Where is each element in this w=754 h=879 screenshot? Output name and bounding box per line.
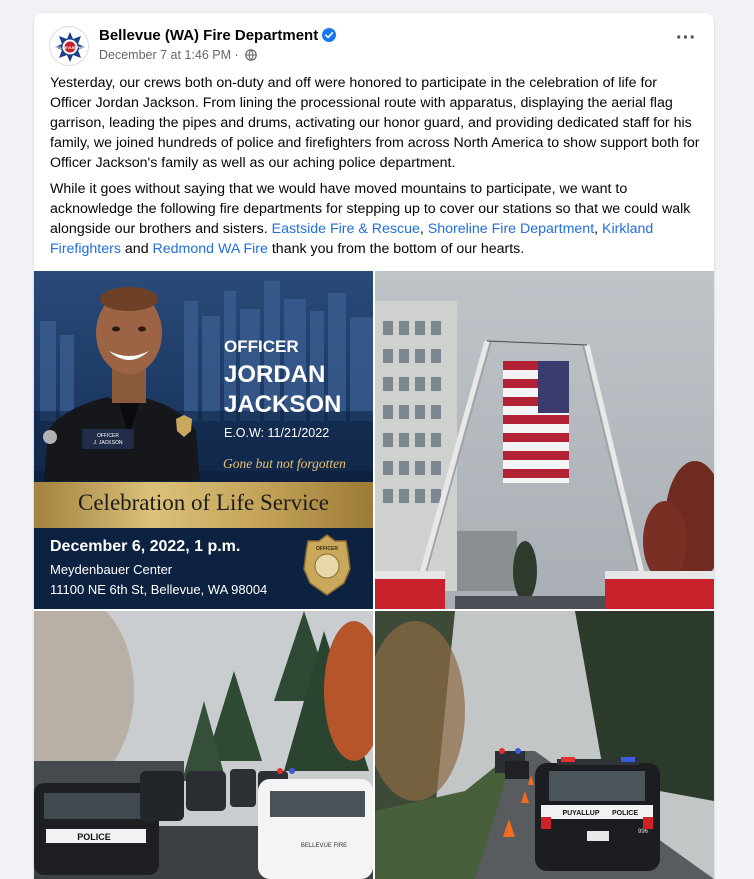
service-venue: Meydenbauer Center: [50, 562, 173, 577]
link-shoreline-fire[interactable]: Shoreline Fire Department: [427, 221, 595, 237]
link-redmond-fire[interactable]: Redmond WA Fire: [152, 241, 268, 257]
service-date-time: December 6, 2022, 1 p.m.: [50, 538, 241, 555]
link-eastside-fire[interactable]: Eastside Fire & Rescue: [271, 221, 420, 237]
photo-memorial-graphic[interactable]: [34, 271, 373, 609]
post-card: [34, 13, 714, 879]
officer-first-name: JORDAN: [224, 361, 326, 388]
post-paragraph-2: [50, 179, 700, 259]
bellevue-fire-car-label: BELLEVUE FIRE: [300, 843, 348, 849]
post-timestamp[interactable]: December 7 at 1:46 PM: [99, 48, 232, 62]
road-procession-illustration: [375, 611, 714, 879]
officer-name: [224, 360, 341, 420]
post-paragraph-1: Yesterday, our crews both on-duty and off were honored to participate in the celebration of life for Officer Jordan Jackson. From lining the processional route with apparatus, displaying the aerial flag garrison, leading the pipes and drums, activating our honor guard, and providing dedicated staff for his family, we joined hundreds of police and firefighters from across North America to show support both for Officer Jackson's family as well as our aching police department.: [50, 75, 700, 171]
meta-separator: ·: [231, 48, 243, 62]
badge-seal-text: OFFICER: [316, 546, 338, 552]
page-name-link[interactable]: Bellevue (WA) Fire Department: [99, 27, 319, 44]
paragraph-2-start: While it goes without saying that we would have moved mountains to participate, we want to acknowledge the following fire departments for stepping up to cover our stations so that we could walk alongside our brothers and sisters.: [50, 181, 691, 237]
link-separator-2: ,: [594, 221, 599, 237]
unit-number: 996: [637, 829, 649, 835]
flag-garrison-illustration: [375, 271, 714, 609]
verified-badge-icon: [322, 28, 336, 42]
more-options-icon[interactable]: ···: [676, 27, 696, 49]
link-kirkland-firefighters[interactable]: Kirkland Firefighters: [50, 221, 654, 257]
photo-grid: [34, 271, 714, 879]
service-address: 11100 NE 6th St, Bellevue, WA 98004: [50, 582, 268, 597]
avatar-label: BELLEVUE FIRE: [54, 45, 86, 50]
name-tag-line-2: J. JACKSON: [93, 440, 123, 446]
car-puyallup-label: PUYALLUP: [562, 810, 600, 817]
photo-flag-garrison[interactable]: [375, 271, 714, 609]
celebration-title: Celebration of Life Service: [78, 490, 329, 515]
post-header: [34, 13, 714, 69]
end-of-watch-date: E.O.W: 11/21/2022: [224, 426, 330, 440]
photo-police-procession[interactable]: [34, 611, 373, 879]
bellevue-fire-logo-icon: [50, 27, 89, 66]
car-police-label-2: POLICE: [611, 810, 639, 817]
post-meta: [99, 48, 257, 62]
car-police-label: POLICE: [77, 832, 111, 842]
officer-label: OFFICER: [224, 337, 299, 356]
memorial-tagline: Gone but not forgotten: [223, 456, 346, 471]
post-text: [50, 73, 700, 265]
photo-puyallup-police[interactable]: [375, 611, 714, 879]
police-procession-illustration: [34, 611, 373, 879]
officer-last-name: JACKSON: [224, 391, 342, 418]
page-name-row: [99, 27, 336, 44]
link-separator-1: ,: [419, 221, 428, 237]
police-badge-icon: [302, 533, 352, 597]
page-avatar[interactable]: [49, 26, 89, 66]
name-tag-line-1: OFFICER: [97, 433, 119, 439]
link-separator-and: and: [120, 241, 153, 257]
globe-icon[interactable]: [245, 49, 257, 61]
paragraph-2-end: thank you from the bottom of our hearts.: [267, 241, 525, 257]
